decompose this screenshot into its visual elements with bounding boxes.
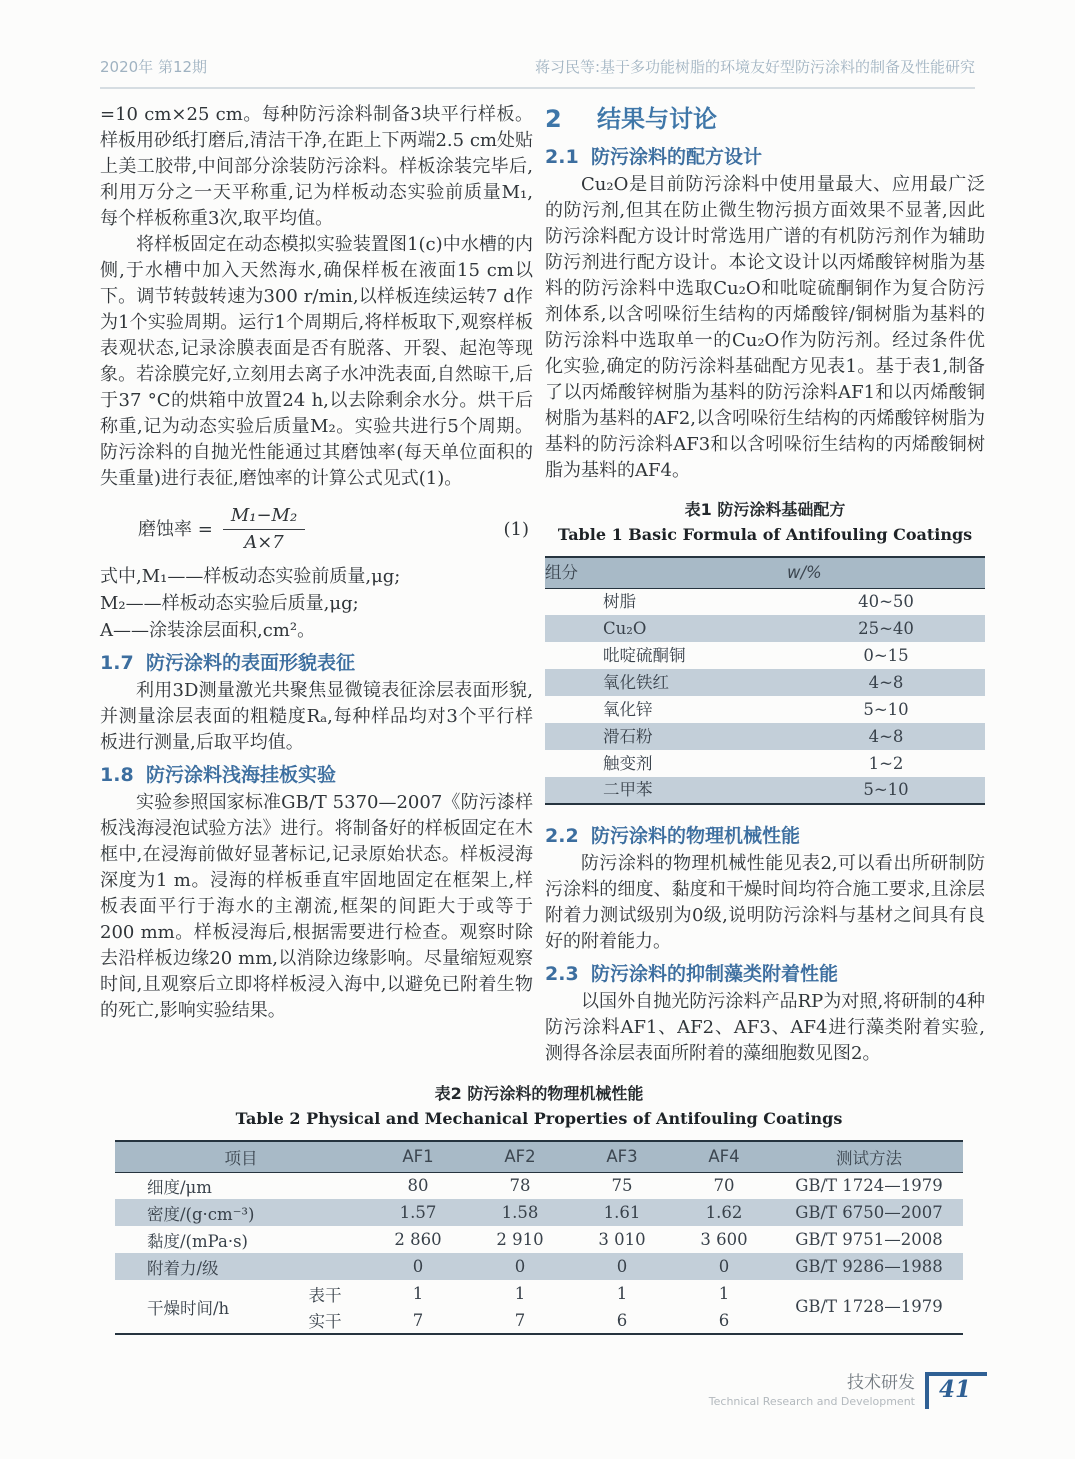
table2-cell: 1.58 (501, 1203, 539, 1222)
section-title: 防污涂料的表面形貌表征 (146, 652, 356, 674)
section-title: 防污涂料浅海挂板实验 (146, 764, 337, 786)
table1-cell: 0~15 (863, 645, 909, 665)
table2-header-row (115, 1141, 963, 1172)
section-title: 结果与讨论 (597, 105, 717, 133)
table2-cell: 密度/(g·cm⁻³) (147, 1204, 255, 1224)
table-row (115, 1226, 963, 1253)
table1-cell: 25~40 (858, 618, 914, 638)
paragraph-sample-prep: =10 cm×25 cm。每种防污涂料制备3块平行样板。样板用砂纸打磨后,清洁干净,在距上下两端2.5 cm处贴上美工胶带,中间部分涂装防污涂料。样板涂装完毕后,利用万分之一天平称重,记为样板动态实验前质量M₁,每个样板称重3次,取平均值。 (100, 104, 533, 229)
table2-cell: 表干 (308, 1285, 342, 1305)
table2-cell: GB/T 1728—1979 (795, 1297, 943, 1316)
section-number: 2 (545, 105, 562, 133)
footer-section-zh: 技术研发 (846, 1373, 915, 1393)
table1-caption-zh: 表1 防污涂料基础配方 (684, 500, 846, 519)
table2-cell: GB/T 1724—1979 (795, 1176, 943, 1196)
table2-header-af4: AF4 (673, 1141, 775, 1172)
left-column (100, 102, 533, 1024)
table-row (545, 723, 985, 750)
table1-cell: 树脂 (603, 591, 636, 611)
table2-cell: 0 (514, 1257, 526, 1276)
table2-cell: 1.57 (399, 1203, 437, 1222)
section-title: 防污涂料的抑制藻类附着性能 (591, 963, 839, 985)
equation-note-m2: M₂——样板动态实验后质量,μg; (100, 593, 359, 614)
footer-section-label (709, 1372, 915, 1409)
table2-cell: 附着力/级 (147, 1258, 219, 1278)
right-column (545, 102, 985, 1067)
table-row (545, 615, 985, 642)
footer-section-en: Technical Research and Development (708, 1395, 915, 1408)
table2-cell: 实干 (308, 1312, 342, 1331)
table2-cell: 0 (412, 1257, 424, 1276)
table2-caption (115, 1082, 963, 1132)
equation-note-a: A——涂装涂层面积,cm²。 (100, 620, 316, 641)
table-row (115, 1253, 963, 1280)
running-title: 蒋习民等:基于多功能树脂的环境友好型防污涂料的制备及性能研究 (534, 58, 975, 76)
section-heading-2 (545, 102, 985, 136)
table2-cell: 7 (412, 1310, 424, 1330)
paragraph-dynamic-test: 将样板固定在动态模拟实验装置图1(c)中水槽的内侧,于水槽中加入天然海水,确保样板在液面15 cm以下。调节转鼓转速为300 r/min,以样板连续运转7 d作为1个实验周期。运行1个周期后,将样板取下,观察样板表观状态,记录涂膜表面是否有脱落、开裂、起泡等现象。若涂膜完好,立刻用去离子水冲洗表面,自然晾干,后于37 °C的烘箱中放置24 h,以去除剩余水分。烘干后称重,记为动态实验后质量M₂。实验共进行5个周期。防污涂料的自抛光性能通过其磨蚀率(每天单位面积的失重量)进行表征,磨蚀率的计算公式见式(1)。 (100, 234, 533, 489)
equation-1 (138, 504, 533, 555)
table2-cell: 70 (713, 1176, 735, 1196)
table1-cell: 4~8 (868, 672, 904, 692)
table-row (115, 1172, 963, 1199)
table2-cell: 3 010 (598, 1230, 646, 1249)
table1-cell: 吡啶硫酮铜 (603, 645, 686, 665)
section-heading-1-7 (100, 648, 533, 678)
section-number: 2.3 (545, 963, 579, 985)
paragraph-formula-design: Cu₂O是目前防污涂料中使用量最大、应用最广泛的防污剂,但其在防止微生物污损方面效果不显著,因此防污涂料配方设计时常选用广谱的有机防污剂作为辅助防污剂进行配方设计。本论文设计以丙烯酸锌树脂为基料的防污涂料中选取Cu₂O和吡啶硫酮铜作为复合防污剂体系,以含吲哚衍生结构的丙烯酸锌/铜树脂为基料的防污涂料中选取单一的Cu₂O作为防污剂。经过条件优化实验,确定的防污涂料基础配方见表1。基于表1,制备了以丙烯酸锌树脂为基料的防污涂料AF1和以丙烯酸铜树脂为基料的AF2,以含吲哚衍生结构的丙烯酸锌树脂为基料的防污涂料AF3和以含吲哚衍生结构的丙烯酸铜树脂为基料的AF4。 (545, 174, 985, 481)
table2-cell: 1 (718, 1284, 730, 1303)
table-row (545, 777, 985, 804)
section-title: 防污涂料的物理机械性能 (591, 825, 801, 847)
table2-cell: 1 (514, 1284, 526, 1303)
page-number-bracket (925, 1372, 987, 1409)
table2-cell: 黏度/(mPa·s) (147, 1231, 248, 1251)
table2-cell: GB/T 9286—1988 (795, 1257, 943, 1276)
table-row (545, 588, 985, 615)
section-number: 1.8 (100, 764, 134, 786)
table-row (115, 1280, 963, 1307)
table2-caption-en: Table 2 Physical and Mechanical Properties of Antifouling Coatings (235, 1109, 843, 1128)
section-title: 防污涂料的配方设计 (591, 146, 763, 168)
paragraph-sea-test: 实验参照国家标准GB/T 5370—2007《防污漆样板浅海浸泡试验方法》进行。将制备好的样板固定在木框中,在浸海前做好显著标记,记录原始状态。样板浸海深度为1 m。浸海的样板垂直牢固地固定在框架上,样板表面平行于海水的主潮流,框架的间距大于或等于200 mm。样板浸海后,根据需要进行检查。观察时除去沿样板边缘20 mm,以消除边缘影响。尽量缩短观察时间,且观察后立即将样板浸入海中,以避免已附着生物的死亡,影响实验结果。 (100, 792, 533, 1021)
section-heading-2-1 (545, 142, 985, 172)
table2-cell: 2 910 (496, 1230, 544, 1249)
table2-cell: 1.62 (705, 1203, 743, 1222)
section-heading-2-2 (545, 821, 985, 851)
table1-basic-formula (545, 556, 985, 805)
table2-cell: 7 (514, 1310, 526, 1330)
table2-header-method: 测试方法 (775, 1141, 963, 1172)
section-heading-2-3 (545, 959, 985, 989)
equation-note-m1: 式中,M₁——样板动态实验前质量,μg; (100, 566, 401, 587)
table-row (115, 1199, 963, 1226)
section-number: 2.1 (545, 146, 579, 168)
table2-cell: GB/T 6750—2007 (795, 1203, 943, 1222)
paragraph-algae: 以国外自抛光防污涂料产品RP为对照,将研制的4种防污涂料AF1、AF2、AF3、AF4进行藻类附着实验,测得各涂层表面所附着的藻细胞数见图2。 (545, 991, 985, 1064)
section-number: 1.7 (100, 652, 134, 674)
fraction-denominator: A×7 (244, 532, 284, 553)
table2-header-item: 项目 (115, 1141, 367, 1172)
paragraph-physical: 防污涂料的物理机械性能见表2,可以看出所研制防污涂料的细度、黏度和干燥时间均符合施工要求,且涂层附着力测试级别为0级,说明防污涂料与基材之间具有良好的附着能力。 (545, 853, 985, 952)
table1-cell: 氧化锌 (603, 699, 653, 719)
table-row (545, 669, 985, 696)
table2-header-af3: AF3 (571, 1141, 673, 1172)
table1-caption-en: Table 1 Basic Formula of Antifouling Coatings (557, 525, 973, 544)
table2-cell: 0 (616, 1257, 628, 1276)
table-row (545, 642, 985, 669)
table2-cell: 3 600 (700, 1230, 748, 1249)
table1-cell: 1~2 (868, 753, 904, 773)
table2-header-af2: AF2 (469, 1141, 571, 1172)
table1-caption (545, 498, 985, 548)
page-footer (709, 1372, 987, 1409)
section-number: 2.2 (545, 825, 579, 847)
equation-lhs: 磨蚀率 = (138, 518, 213, 540)
table2-header-af1: AF1 (367, 1141, 469, 1172)
table2-cell: 80 (407, 1176, 429, 1196)
table2-cell: 2 860 (394, 1230, 442, 1249)
table2-cell: 1.61 (603, 1203, 641, 1222)
table1-cell: 氧化铁红 (603, 672, 669, 692)
table2-physical-properties (115, 1140, 963, 1335)
issue-info: 2020年 第12期 (100, 58, 208, 76)
table1-cell: 二甲苯 (603, 780, 653, 799)
table1-header-wpercent: w/% (787, 557, 985, 588)
section-heading-1-8 (100, 760, 533, 790)
page-number: 41 (938, 1376, 971, 1403)
table2-cell-drying-label: 干燥时间/h (147, 1298, 230, 1318)
table2-cell: 1 (616, 1284, 628, 1303)
table1-cell: 触变剂 (603, 753, 653, 773)
table1-cell: 5~10 (863, 780, 909, 799)
table1-cell: 40~50 (858, 591, 914, 611)
table2-cell: 0 (718, 1257, 730, 1276)
table2-caption-zh: 表2 防污涂料的物理机械性能 (434, 1084, 644, 1103)
table2-cell: 6 (718, 1310, 730, 1330)
table-row (545, 750, 985, 777)
table2-cell: 75 (611, 1176, 633, 1196)
table1-cell: 5~10 (863, 699, 909, 719)
equation-number: (1) (503, 518, 529, 540)
table2-cell: GB/T 9751—2008 (795, 1230, 943, 1249)
table1-cell: 滑石粉 (603, 726, 653, 746)
table1-cell: Cu₂O (603, 618, 647, 638)
table1-header-component: 组分 (545, 557, 787, 588)
equation-fraction (223, 504, 305, 555)
paragraph-morphology: 利用3D测量激光共聚焦显微镜表征涂层表面形貌,并测量涂层表面的粗糙度Rₐ,每种样品均对3个平行样板进行测量,后取平均值。 (100, 680, 533, 753)
table1-cell: 4~8 (868, 726, 904, 746)
table2-cell: 细度/μm (147, 1177, 212, 1197)
table-row (545, 696, 985, 723)
table1-header-row (545, 557, 985, 588)
page-header (100, 56, 975, 89)
fraction-numerator: M₁−M₂ (223, 504, 305, 530)
table2-block (115, 1082, 963, 1335)
table2-cell: 78 (509, 1176, 531, 1196)
table2-cell: 1 (412, 1284, 424, 1303)
table2-cell: 6 (616, 1310, 628, 1330)
